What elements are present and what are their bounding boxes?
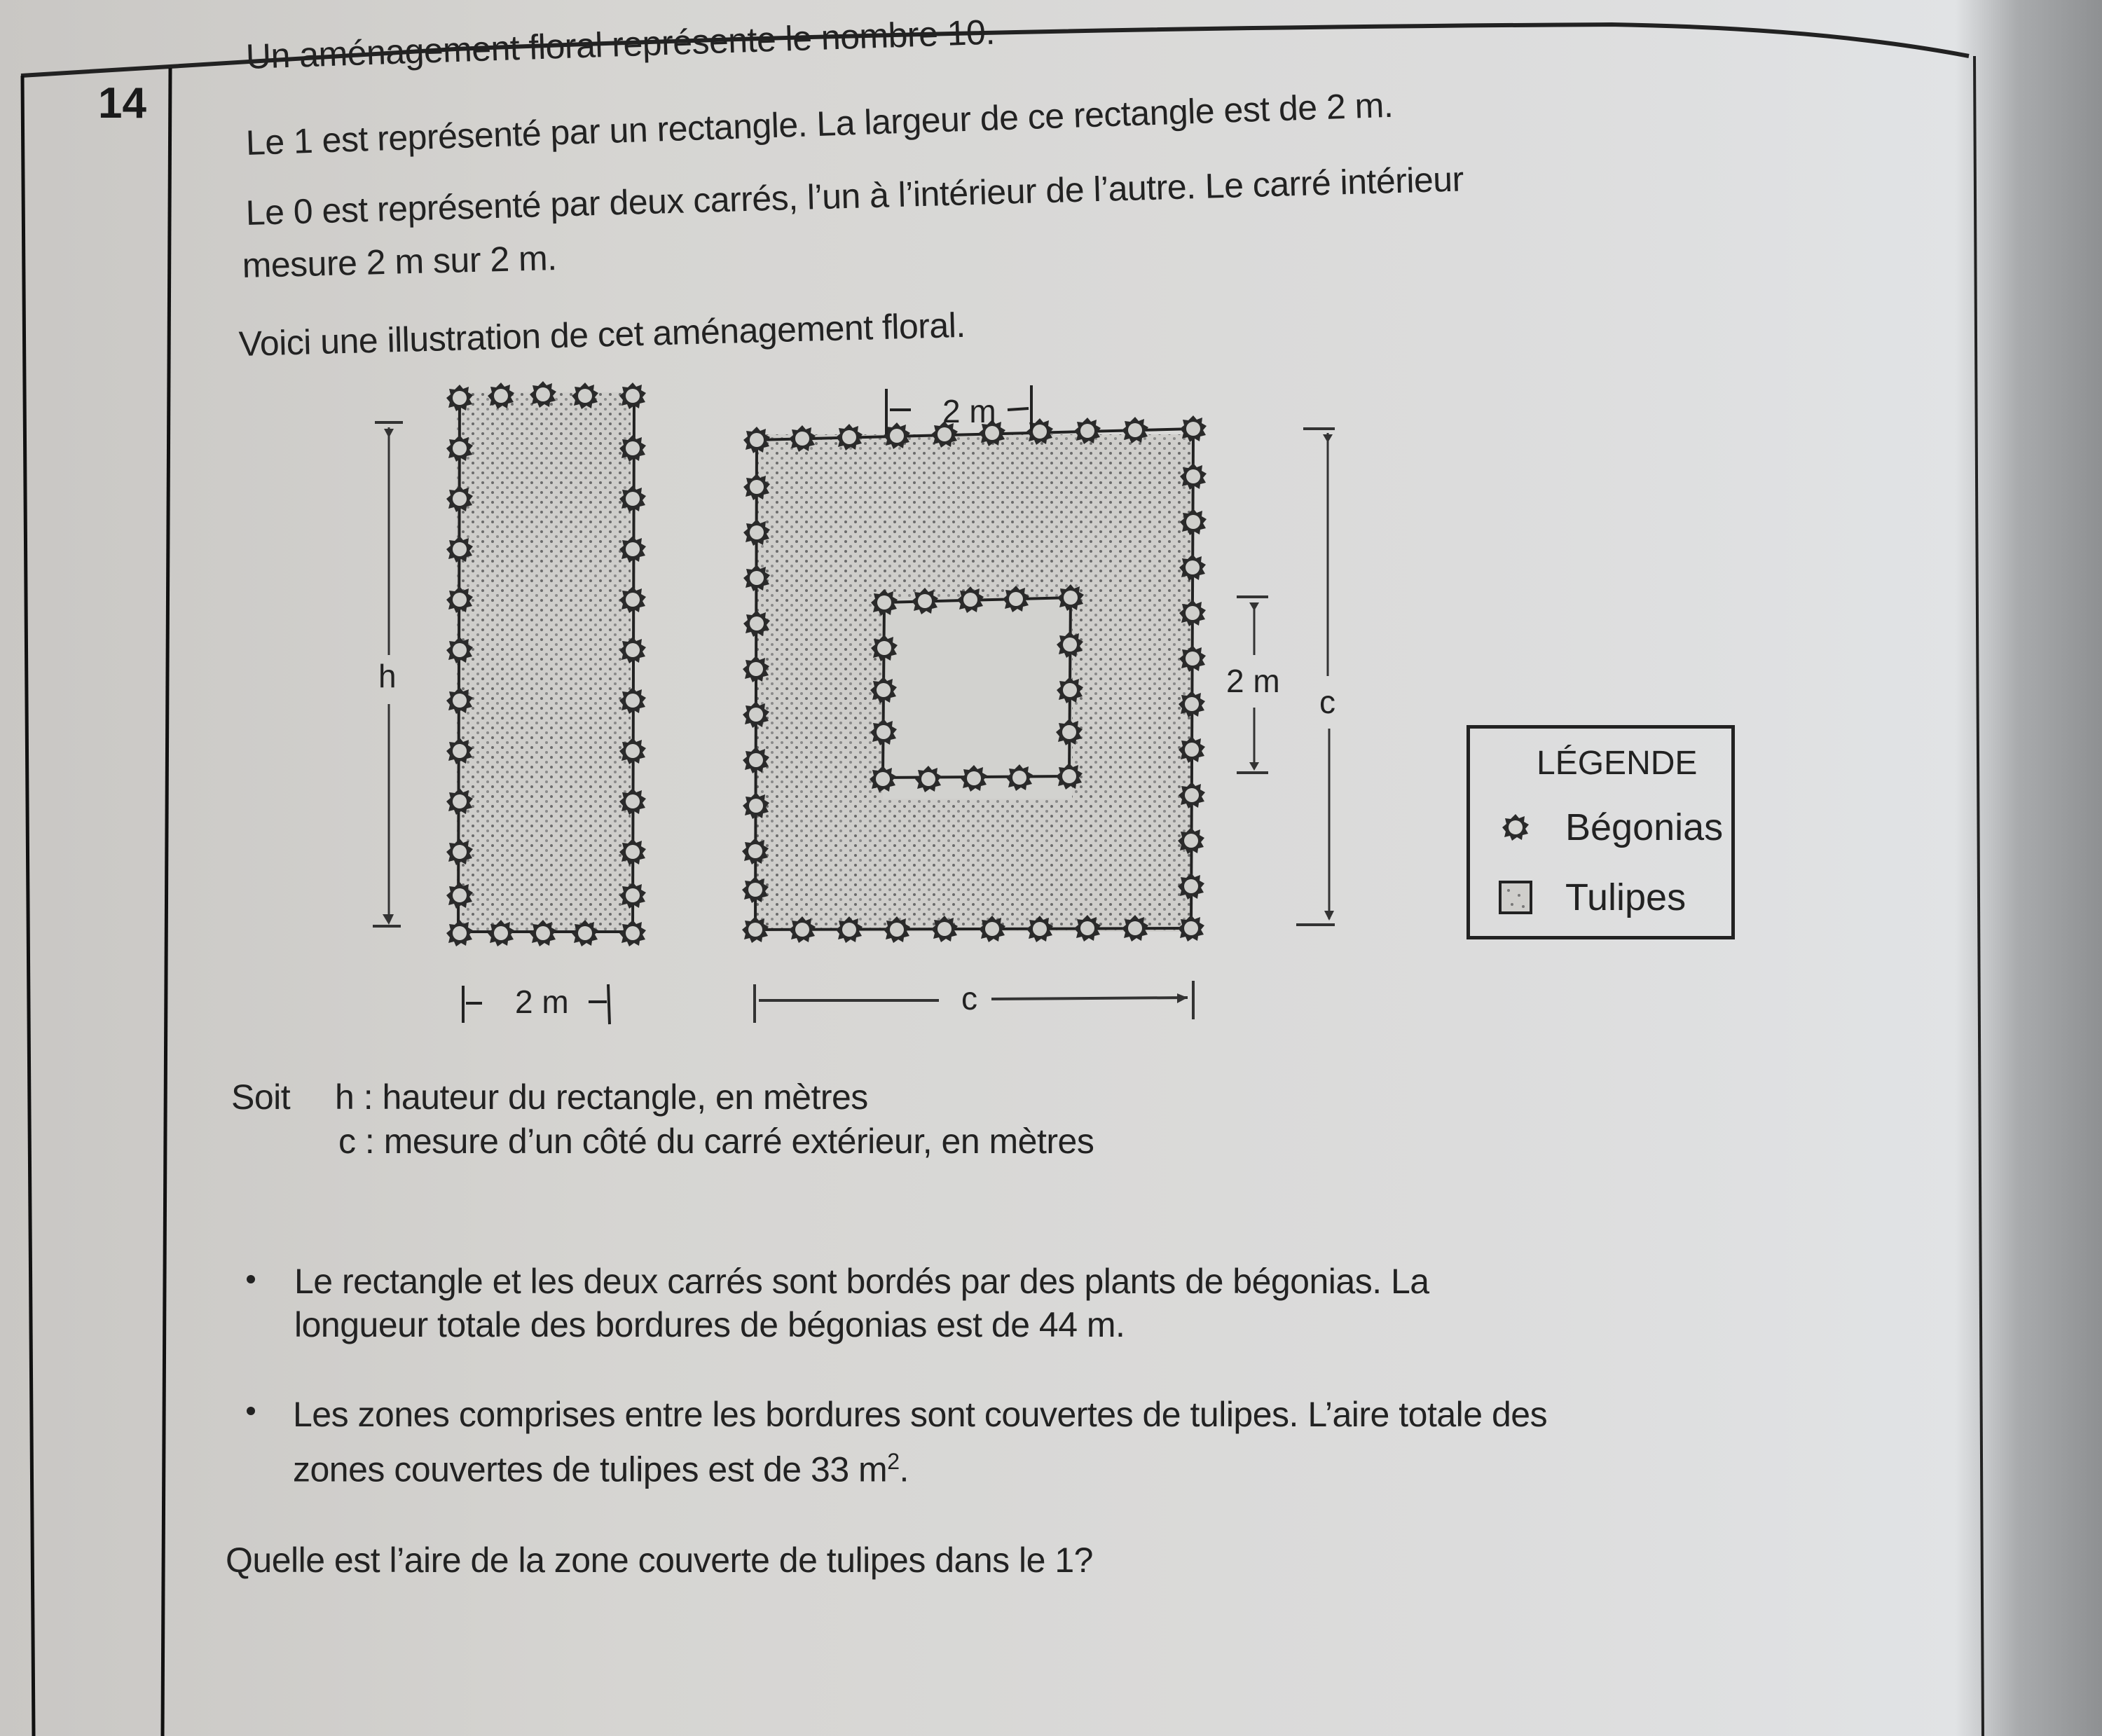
statement-line-1: Un aménagement floral représente le nombre 10. <box>245 12 996 76</box>
question-prompt: Quelle est l’aire de la zone couverte de tulipes dans le 1? <box>226 1541 1093 1580</box>
definition-h-sep: : <box>363 1077 373 1117</box>
label-h: h <box>378 658 397 694</box>
statement-line-3: Le 0 est représenté par deux carrés, l’un à l’intérieur de l’autre. Le carré intérieur <box>245 159 1464 233</box>
bullet-icon <box>247 1407 255 1415</box>
squares-zero <box>742 415 1207 943</box>
fact-2-line-2 <box>293 1449 909 1490</box>
label-outer-height: c <box>1319 684 1335 720</box>
fact-2-prefix: zones couvertes de tulipes est de <box>293 1449 802 1489</box>
question-number: 14 <box>98 79 146 128</box>
rectangle-one <box>446 381 646 946</box>
bullet-icon <box>247 1275 255 1283</box>
dimension-rect-width <box>410 984 610 1024</box>
definition-c-sep: : <box>364 1122 375 1161</box>
fact-2-suffix: . <box>899 1449 909 1489</box>
legend-title: LÉGENDE <box>1537 745 1698 782</box>
definition-c-text: mesure d’un côté du carré extérieur, en mètres <box>383 1122 1094 1161</box>
legend-label-tulipes: Tulipes <box>1565 876 1687 918</box>
label-rect-width: 2 m <box>515 984 569 1020</box>
label-inner-width: 2 m <box>942 393 996 429</box>
fact-2-value: 33 m <box>811 1449 888 1489</box>
definition-c <box>338 1121 1094 1162</box>
definition-h <box>335 1077 868 1117</box>
dimension-outer-height <box>1296 429 1335 925</box>
statement-line-2: Le 1 est représenté par un rectangle. La largeur de ce rectangle est de 2 m. <box>245 85 1394 163</box>
label-inner-height: 2 m <box>1226 663 1280 699</box>
definitions-intro: Soit <box>231 1077 291 1117</box>
definition-c-var: c <box>338 1122 356 1161</box>
fact-1-line-2: longueur totale des bordures de bégonias est de 44 m. <box>294 1305 1125 1344</box>
legend-item-tulipes <box>1498 876 1686 919</box>
legend-item-begonias <box>1498 806 1723 849</box>
statement-line-5: Voici une illustration de cet aménagement floral. <box>238 305 966 364</box>
begonia-icon <box>1498 810 1533 845</box>
fact-1-line-1: Le rectangle et les deux carrés sont bordés par des plants de bégonias. La <box>294 1262 1429 1301</box>
label-outer-width: c <box>961 980 977 1017</box>
fact-2-line-1: Les zones comprises entre les bordures sont couvertes de tulipes. L’aire totale des <box>293 1395 1548 1434</box>
tulip-icon <box>1498 880 1533 915</box>
legend-label-begonias: Bégonias <box>1565 806 1724 848</box>
statement-line-4: mesure 2 m sur 2 m. <box>242 238 558 285</box>
definition-h-var: h <box>335 1077 355 1117</box>
legend-box <box>1466 725 1735 939</box>
fact-2-exponent: 2 <box>887 1449 900 1474</box>
definition-h-text: hauteur du rectangle, en mètres <box>382 1077 868 1117</box>
